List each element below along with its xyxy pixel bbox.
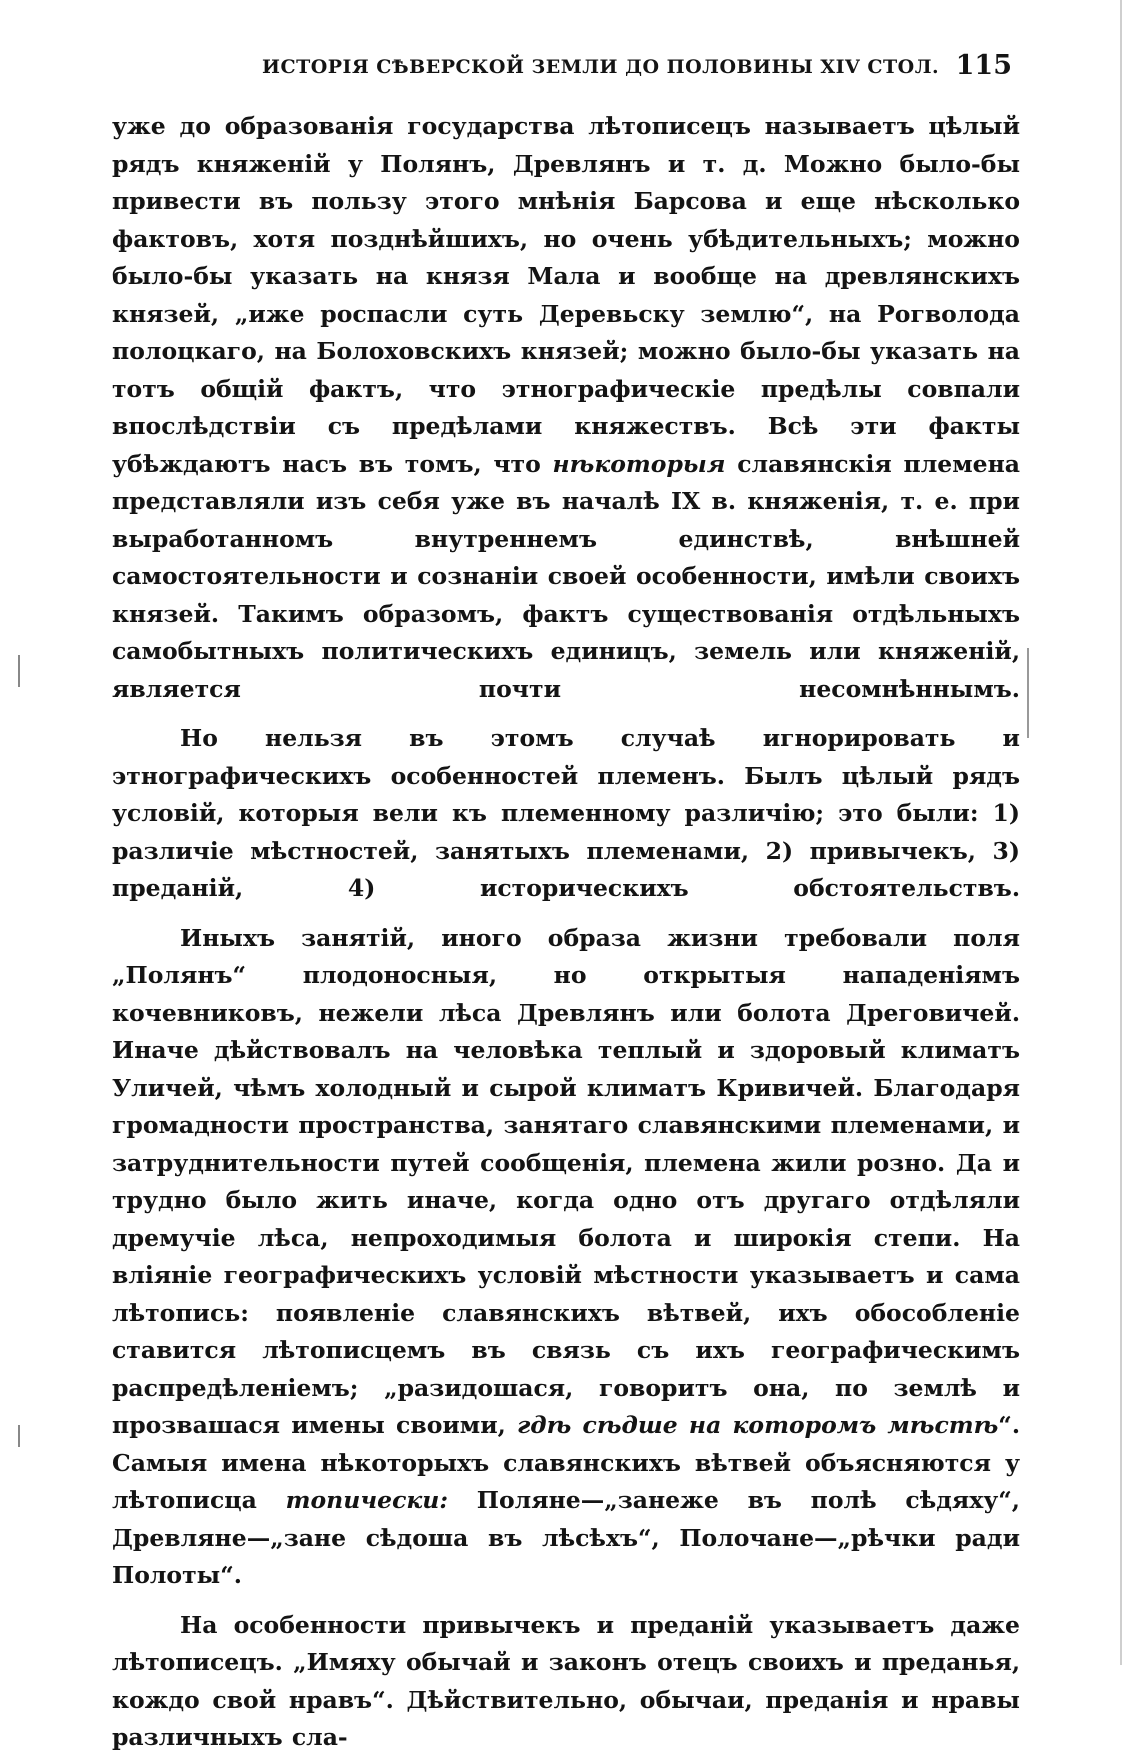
paragraph-3-mid: “. Самыя имена нѣкоторыхъ славянскихъ вѣтвей объясняются у лѣтописца: [112, 1411, 1020, 1514]
paragraph-1-text: уже до образованiя государства лѣтописецъ называетъ цѣлый рядъ княженiй у Полянъ, Древлянъ и т. д. Можно было-бы привести въ пользу этого мнѣнiя Барсова и еще нѣсколько фактовъ, хотя позднѣйшихъ, но очень убѣдительныхъ; можно было-бы указать на князя Мала и вообще на древлянскихъ князей, „иже роспасли суть Деревьску землю“, на Рогволода полоцкаго, на Болоховскихъ князей; можно было-бы указать на тотъ общiй фактъ, что этнографическiе предѣлы совпали впослѣдствiи съ предѣлами княжествъ. Всѣ эти факты убѣждаютъ насъ въ томъ, что: [112, 112, 1020, 478]
left-margin-mark: [18, 655, 20, 687]
left-margin-mark-lower: [18, 1425, 20, 1447]
right-margin-bracket: [1027, 648, 1029, 738]
page-number: 115: [955, 50, 1012, 81]
page-body: [112, 108, 1020, 1757]
paragraph-3: [112, 920, 1020, 1595]
paragraph-3-tail: Поляне—„занеже въ полѣ сѣдяху“, Древляне—„зане сѣдоша въ лѣсѣхъ“, Полочане—„рѣчки ради Полоты“.: [112, 1486, 1020, 1589]
paragraph-3-text: Иныхъ занятiй, иного образа жизни требовали поля „Полянъ“ плодоносныя, но открытыя нападенiямъ кочевниковъ, нежели лѣса Древлянъ или болота Дреговичей. Иначе дѣйствовалъ на человѣка теплый и здоровый климатъ Уличей, чѣмъ холодный и сырой климатъ Кривичей. Благодаря громадности пространства, занятаго славянскими племенами, и затруднительности путей сообщенiя, племена жили розно. Да и трудно было жить иначе, когда одно отъ другаго отдѣляли дремучiе лѣса, непроходимыя болота и широкiя степи. На влiянiе географическихъ условiй мѣстности указываетъ и сама лѣтопись: появленiе славянскихъ вѣтвей, ихъ обособленiе ставится лѣтописцемъ въ связь съ ихъ географическимъ распредѣленiемъ; „разидошася, говоритъ она, по землѣ и прозвашася имены своими,: [112, 923, 1020, 1439]
paragraph-3-emphasis: гдѣ сѣдше на которомъ мѣстѣ: [517, 1411, 999, 1439]
paragraph-2: Но нельзя въ этомъ случаѣ игнорировать и этнографическихъ особенностей племенъ. Былъ цѣлый рядъ условiй, которыя вели къ племенному различiю; это были: 1) различiе мѣстностей, занятыхъ племенами, 2) привычекъ, 3) преданiй, 4) историческихъ обстоятельствъ.: [112, 724, 1020, 902]
paragraph-4: На особенности привычекъ и преданiй указываетъ даже лѣтописецъ. „Имяху обычай и законъ отецъ своихъ и преданья, кождо свой нравъ“. Дѣйствительно, обычаи, преданiя и нравы различныхъ сла-: [112, 1610, 1020, 1751]
scan-edge-line: [1120, 0, 1122, 1665]
paragraph-1-emphasis: нѣкоторыя: [552, 449, 726, 478]
paragraph-1: [112, 108, 1020, 708]
running-title: ИСТОРIЯ СѢВЕРСКОЙ ЗЕМЛИ ДО ПОЛОВИНЫ XIV СТОЛ.: [262, 56, 940, 78]
page-header: [112, 50, 1020, 90]
paragraph-3-emphasis-2: топически:: [285, 1486, 449, 1514]
paragraph-1-tail: славянскiя племена представляли изъ себя уже въ началѣ IX в. княженiя, т. е. при выработанномъ внутреннемъ единствѣ, внѣшней самостоятельности и сознанiи своей особенности, имѣли своихъ князей. Такимъ образомъ, фактъ существованiя отдѣльныхъ самобытныхъ политическихъ единицъ, земель или княженiй, является почти несомнѣннымъ.: [112, 449, 1021, 703]
